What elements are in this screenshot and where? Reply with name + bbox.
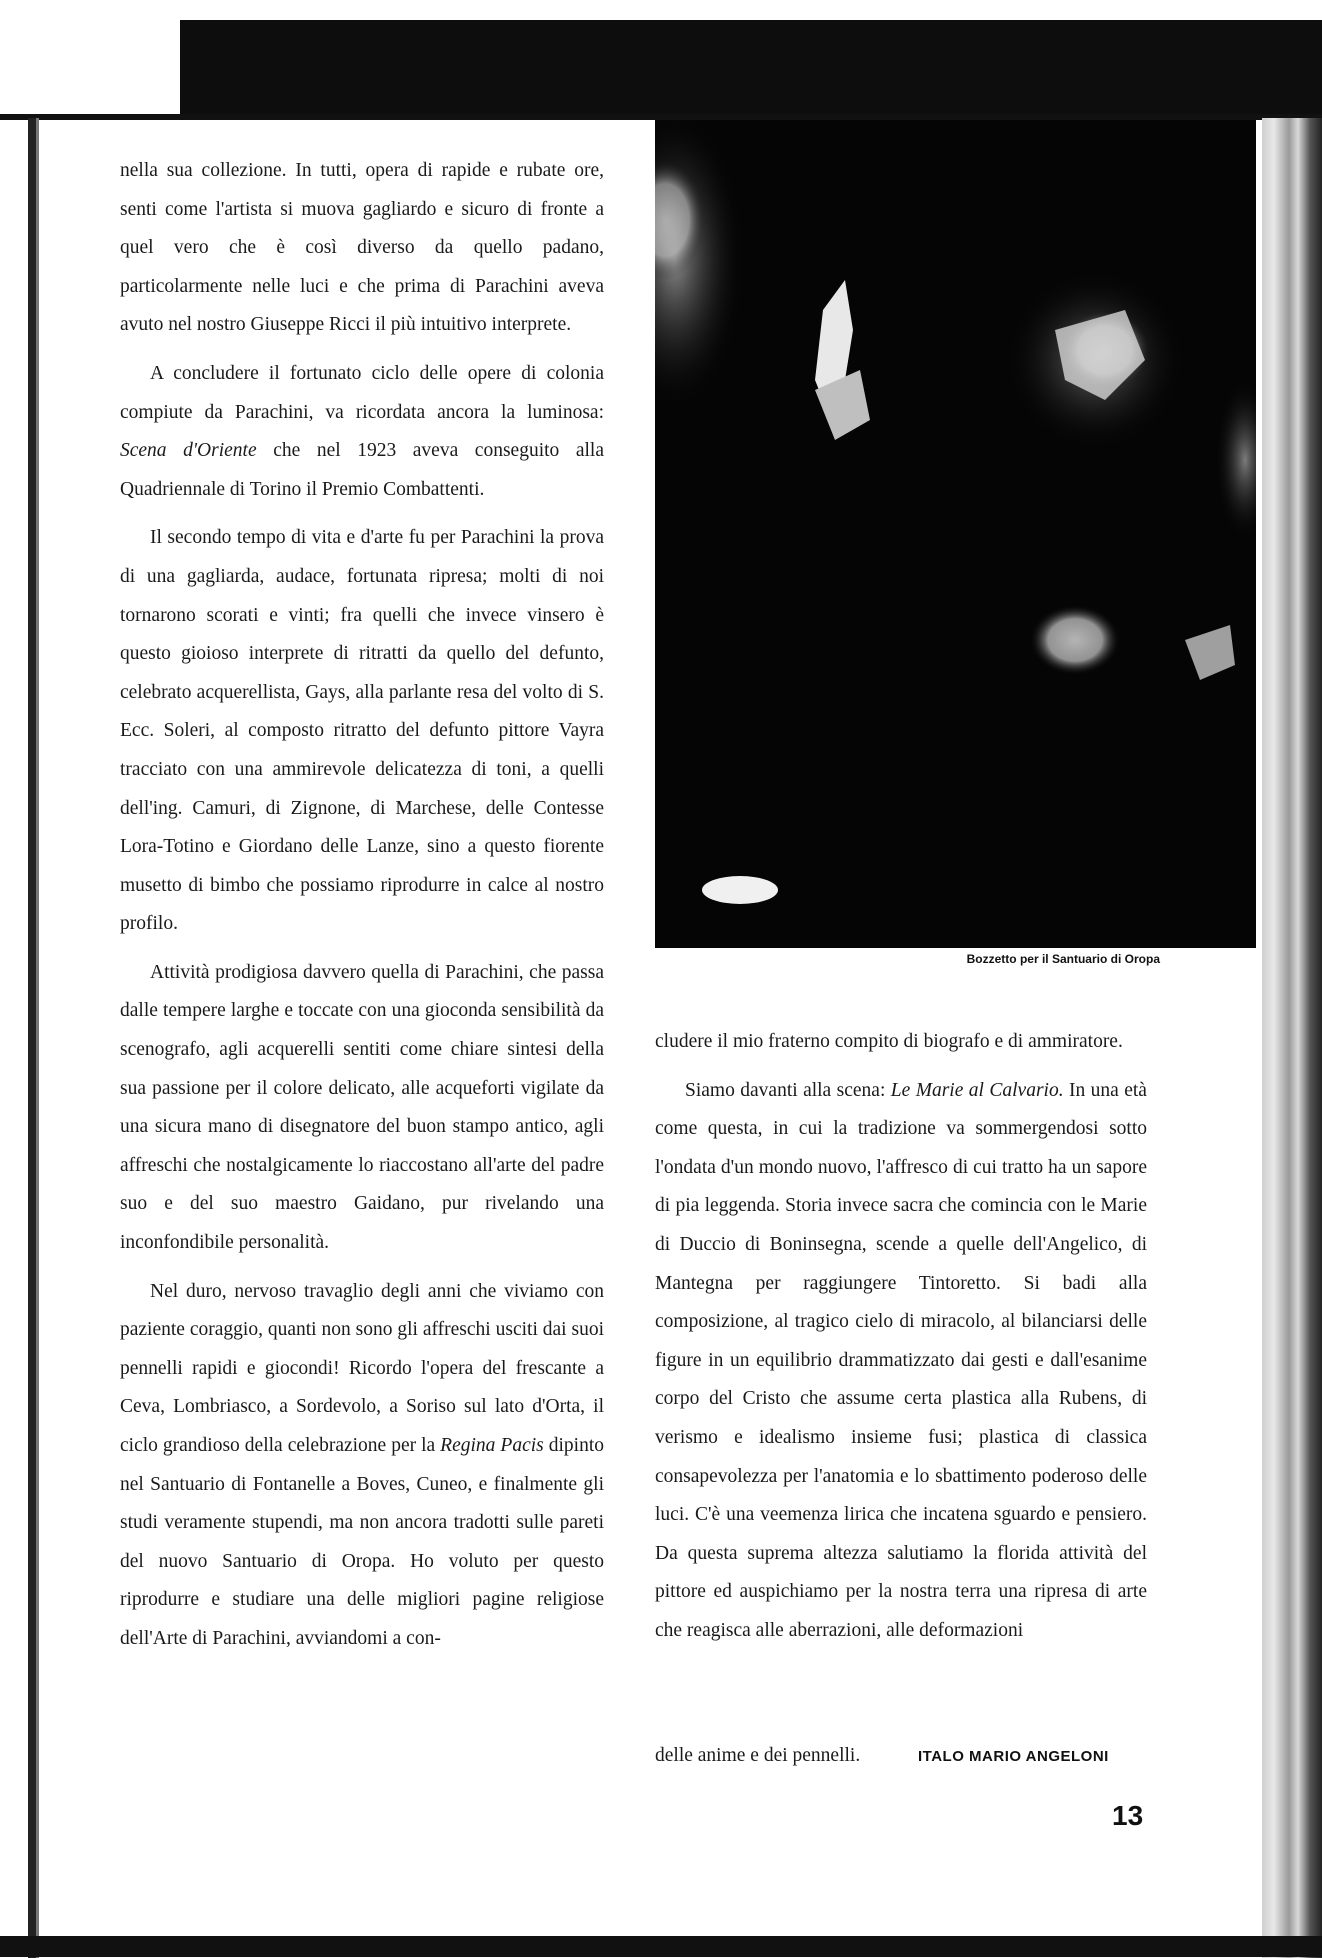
author-signature: ITALO MARIO ANGELONI [918, 1748, 1109, 1765]
last-line: delle anime e dei pennelli. [655, 1745, 861, 1766]
page-number: 13 [1112, 1800, 1144, 1831]
photo-caption: Bozzetto per il Santuario di Oropa [966, 952, 1160, 966]
page-bottom-edge [0, 1936, 1322, 1957]
right-column [655, 1023, 1147, 1661]
paragraph: nella sua collezione. In tutti, opera di rapide e rubate ore, senti come l'artista si muova gagliardo e sicuro di fronte a quel vero che è così diverso da quello padano, particolarmente nelle luci e che prima di Parachini aveva avuto nel nostro Giuseppe Ricci il più intuitivo interprete. [120, 160, 604, 336]
paragraph: A concludere il fortunato ciclo delle opere di colonia compiute da Parachini, va ricordata ancora la luminosa: Scena d'Oriente che nel 1923 aveva conseguito alla Quadriennale di Torino il Premio Combattenti. [120, 362, 605, 500]
paragraph: Nel duro, nervoso travaglio degli anni che viviamo con paziente coraggio, quanti non sono gli affreschi usciti dai suoi pennelli rapidi e giocondi! Ricordo l'opera del frescante a Ceva, Lombriasco, a Sordevolo, a Soriso sul lato d'Orta, il ciclo grandioso della celebrazione per la Regina Pacis dipinto nel Santuario di Fontanelle a Boves, Cuneo, e finalmente gli studi veramente stupendi, ma non ancora tradotti sulle pareti del nuovo Santuario di Oropa. Ho voluto per questo riprodurre e studiare una delle migliori pagine religiose dell'Arte di Parachini, avviandomi a con- [120, 1280, 604, 1649]
fresco-sketch-photo [655, 120, 1256, 948]
paragraph: Attività prodigiosa davvero quella di Parachini, che passa dalle tempere larghe e toccate con una gioconda sensibilità da scenografo, agli acquerelli sentiti come chiare sintesi della sua passione per il colore delicato, alle acqueforti vigilate da una sicura mano di disegnatore del buon stampo antico, agli affreschi che nostalgicamente lo riaccostano all'arte del padre suo e del suo maestro Gaidano, pur rivelando una inconfondibile personalità. [120, 961, 604, 1254]
paragraph: Il secondo tempo di vita e d'arte fu per Parachini la prova di una gagliarda, audace, fortunata ripresa; molti di noi tornarono scorati e vinti; fra quelli che invece vinsero è questo gioioso interprete di ritratti da quello del defunto, celebrato acquerellista, Gays, alla parlante resa del volto di S. Ecc. Soleri, al composto ritratto del defunto pittore Vayra tracciato con una ammirevole delicatezza di toni, a quelli dell'ing. Camuri, di Zignone, di Marchese, delle Contesse Lora-Totino e Giordano delle Lanze, sino a questo fiorente musetto di bimbo che possiamo riprodurre in calce al nostro profilo. [120, 527, 604, 935]
left-column [120, 152, 604, 1669]
scan-top-shadow [180, 20, 1322, 118]
photo-illustration [655, 120, 1256, 948]
paragraph: Siamo davanti alla scena: Le Marie al Calvario. In una età come questa, in cui la tradizione va sommergendosi sotto l'ondata d'un mondo nuovo, l'affresco di cui tratto ha un sapore di pia leggenda. Storia invece sacra che comincia con le Marie di Duccio di Boninsegna, scende a quelle dell'Angelico, di Mantegna per raggiungere Tintoretto. Si badi alla composizione, al tragico cielo di miracolo, al bilanciarsi delle figure in un equilibrio drammatizzato dai gesti e dall'esanime corpo del Cristo che assume certa plastica alla Rubens, di verismo e idealismo insieme fusi; plastica di classica consapevolezza per l'anatomia e lo sbattimento poderoso delle luci. C'è una veemenza lirica che incatena sguardo e pensiero. Da questa suprema altezza salutiamo la florida attività del pittore ed auspichiamo per la nostra terra una ripresa di arte che reagisca alle aberrazioni, alle deformazioni [655, 1079, 1147, 1641]
page-right-edge [1262, 118, 1322, 1958]
page-left-edge-highlight [36, 118, 39, 1958]
page-left-edge [28, 118, 36, 1958]
paragraph: cludere il mio fraterno compito di biografo e di ammiratore. [655, 1031, 1123, 1052]
